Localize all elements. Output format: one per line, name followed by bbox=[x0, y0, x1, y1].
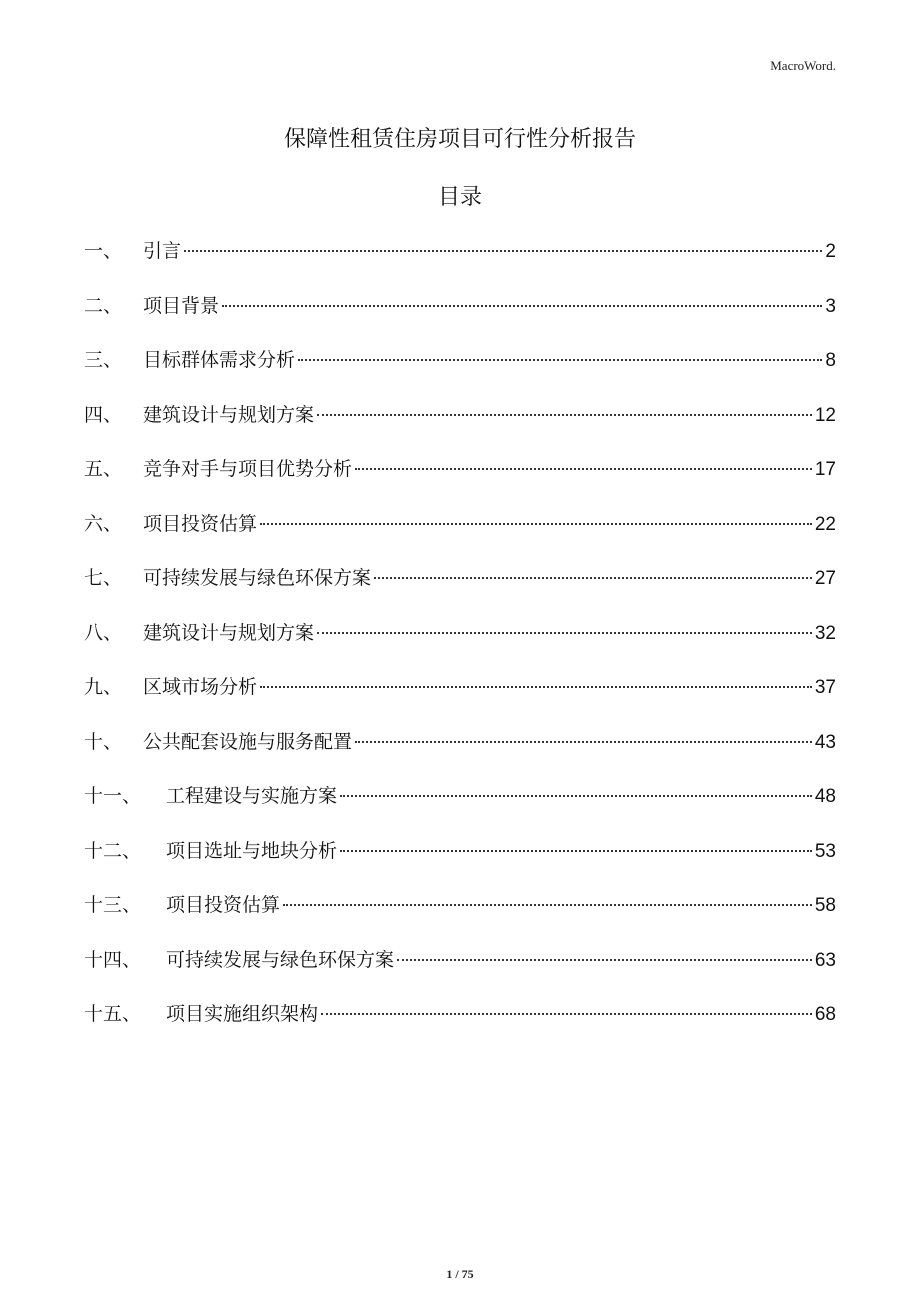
toc-entry-number: 十二、 bbox=[84, 839, 142, 862]
toc-entry[interactable] bbox=[84, 836, 836, 891]
toc-entry-title: 项目选址与地块分析 bbox=[166, 839, 338, 862]
toc-entry[interactable] bbox=[84, 999, 836, 1054]
toc-entry-page: 58 bbox=[814, 895, 836, 916]
toc-entry-number: 四、 bbox=[84, 403, 123, 426]
toc-entry-number: 八、 bbox=[84, 621, 123, 644]
table-of-contents bbox=[84, 236, 836, 1054]
toc-dot-leader bbox=[374, 577, 812, 579]
toc-entry-number: 十四、 bbox=[84, 948, 142, 971]
toc-entry[interactable] bbox=[84, 454, 836, 509]
toc-dot-leader bbox=[340, 795, 812, 797]
toc-entry-title: 公共配套设施与服务配置 bbox=[143, 730, 353, 753]
toc-entry-page: 68 bbox=[814, 1004, 836, 1025]
toc-dot-leader bbox=[260, 686, 812, 688]
toc-entry-title: 竞争对手与项目优势分析 bbox=[143, 458, 353, 480]
toc-entry-title: 目标群体需求分析 bbox=[143, 349, 296, 371]
toc-entry[interactable] bbox=[84, 672, 836, 727]
toc-entry-number: 三、 bbox=[84, 349, 123, 371]
toc-entry-page: 12 bbox=[814, 404, 836, 426]
toc-entry-page: 48 bbox=[814, 786, 836, 807]
toc-entry-page: 53 bbox=[814, 840, 836, 862]
toc-entry[interactable] bbox=[84, 345, 836, 400]
toc-entry[interactable] bbox=[84, 509, 836, 564]
toc-entry-number: 十三、 bbox=[84, 894, 142, 916]
toc-entry-page: 2 bbox=[825, 241, 836, 262]
toc-entry-number: 十一、 bbox=[84, 785, 142, 807]
toc-entry-page: 3 bbox=[825, 295, 836, 317]
toc-entry-number: 十、 bbox=[84, 730, 123, 753]
toc-entry[interactable] bbox=[84, 727, 836, 782]
toc-entry-number: 九、 bbox=[84, 676, 123, 698]
toc-entry-page: 32 bbox=[814, 622, 836, 644]
document-title: 保障性租赁住房项目可行性分析报告 bbox=[283, 127, 636, 152]
toc-entry-page: 63 bbox=[814, 949, 836, 971]
toc-entry-title: 区域市场分析 bbox=[143, 676, 258, 698]
toc-entry[interactable] bbox=[84, 236, 836, 291]
toc-entry-page: 43 bbox=[814, 731, 836, 753]
toc-entry-title: 可持续发展与绿色环保方案 bbox=[143, 567, 372, 589]
toc-entry[interactable] bbox=[84, 945, 836, 1000]
toc-entry[interactable] bbox=[84, 563, 836, 618]
toc-entry-number: 一、 bbox=[84, 240, 123, 262]
toc-entry-page: 37 bbox=[814, 677, 836, 698]
toc-dot-leader bbox=[397, 959, 812, 961]
toc-entry-title: 建筑设计与规划方案 bbox=[143, 403, 315, 426]
toc-entry-page: 27 bbox=[814, 568, 836, 589]
toc-entry[interactable] bbox=[84, 291, 836, 346]
toc-entry-title: 建筑设计与规划方案 bbox=[143, 621, 315, 644]
toc-dot-leader bbox=[298, 359, 822, 361]
toc-entry-number: 二、 bbox=[84, 294, 123, 317]
page-indicator: 1 / 75 bbox=[446, 1267, 474, 1281]
toc-dot-leader bbox=[260, 523, 812, 525]
toc-entry[interactable] bbox=[84, 781, 836, 836]
toc-entry[interactable] bbox=[84, 890, 836, 945]
toc-dot-leader bbox=[355, 468, 812, 470]
toc-dot-leader bbox=[355, 741, 812, 743]
toc-entry-title: 可持续发展与绿色环保方案 bbox=[166, 948, 395, 971]
toc-heading: 目录 bbox=[437, 185, 482, 210]
toc-entry-page: 22 bbox=[814, 513, 836, 535]
toc-dot-leader bbox=[321, 1013, 812, 1015]
toc-dot-leader bbox=[317, 414, 812, 416]
toc-entry-title: 项目背景 bbox=[143, 294, 220, 317]
toc-entry[interactable] bbox=[84, 400, 836, 455]
toc-entry-title: 项目投资估算 bbox=[166, 894, 281, 916]
toc-entry[interactable] bbox=[84, 618, 836, 673]
toc-entry-number: 十五、 bbox=[84, 1003, 142, 1025]
toc-entry-number: 五、 bbox=[84, 458, 123, 480]
toc-entry-title: 项目投资估算 bbox=[143, 512, 258, 535]
toc-entry-page: 17 bbox=[814, 459, 836, 480]
toc-dot-leader bbox=[184, 250, 822, 252]
toc-entry-number: 七、 bbox=[84, 567, 123, 589]
toc-entry-number: 六、 bbox=[84, 512, 123, 535]
toc-entry-title: 工程建设与实施方案 bbox=[166, 785, 338, 807]
toc-dot-leader bbox=[317, 632, 812, 634]
header-brand: MacroWord. bbox=[770, 58, 836, 73]
toc-dot-leader bbox=[340, 850, 812, 852]
toc-entry-page: 8 bbox=[825, 350, 836, 371]
toc-dot-leader bbox=[222, 305, 822, 307]
toc-dot-leader bbox=[283, 904, 812, 906]
toc-entry-title: 项目实施组织架构 bbox=[166, 1003, 319, 1025]
toc-entry-title: 引言 bbox=[143, 240, 182, 262]
